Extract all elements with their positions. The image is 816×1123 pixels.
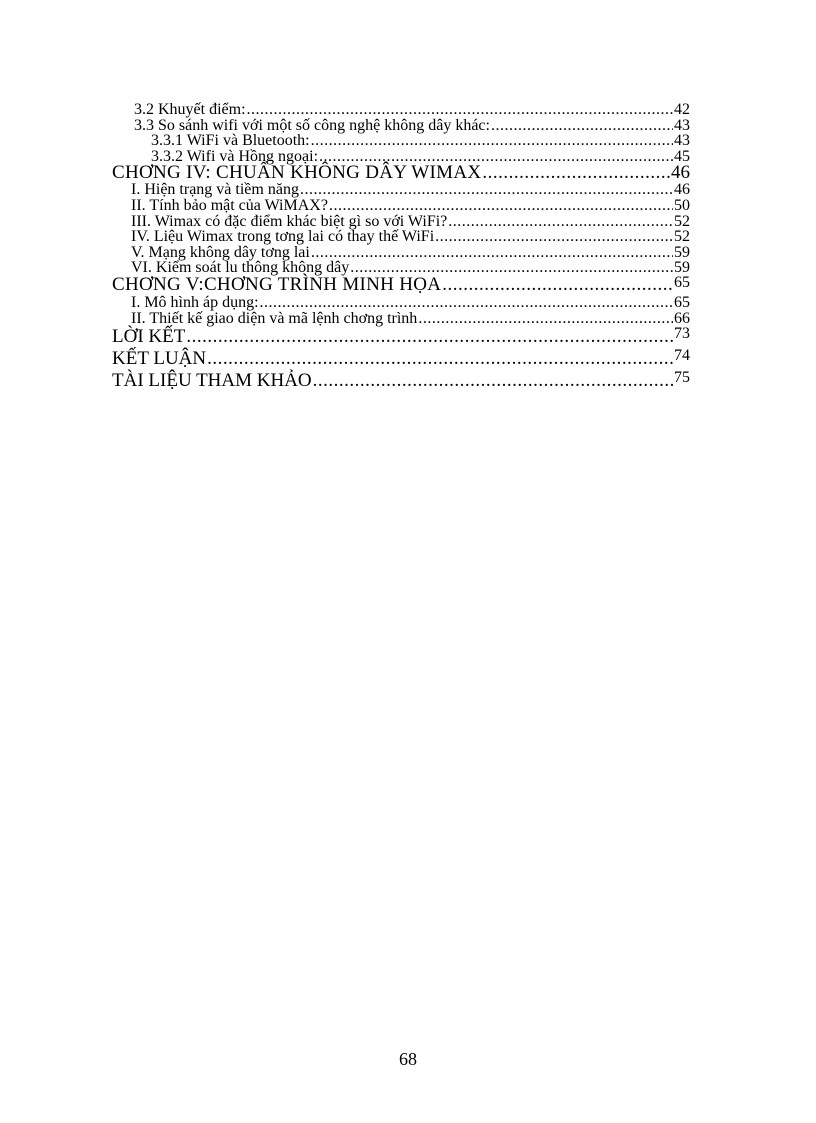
toc-dot-leader bbox=[313, 370, 673, 391]
toc-dot-leader bbox=[448, 214, 673, 230]
toc-entry bbox=[112, 311, 690, 327]
toc-entry-page: 43 bbox=[674, 116, 690, 134]
toc-entry-title: IV. Liệu Wimax trong tơng lai có thay thế WiFi bbox=[131, 228, 435, 246]
toc-entry-page: 42 bbox=[674, 101, 690, 118]
toc-entry-title: 3.2 Khuyết điểm: bbox=[134, 101, 246, 118]
toc-entry bbox=[112, 182, 690, 198]
table-of-contents bbox=[112, 102, 690, 392]
toc-entry-title: V. Mạng không dây tơng lai bbox=[131, 243, 310, 261]
toc-entry-title: KẾT LUẬN bbox=[112, 348, 207, 370]
toc-dot-leader bbox=[491, 118, 673, 134]
toc-entry-title: VI. Kiểm soát lu thông không dây bbox=[131, 259, 350, 277]
toc-entry bbox=[112, 133, 690, 149]
toc-entry-page: 52 bbox=[674, 212, 690, 230]
toc-entry-title: LỜI KẾT bbox=[112, 326, 186, 348]
toc-entry bbox=[112, 326, 690, 348]
toc-dot-leader bbox=[482, 164, 670, 182]
toc-dot-leader bbox=[311, 133, 673, 149]
toc-entry-page: 65 bbox=[674, 273, 690, 291]
toc-entry-page: 46 bbox=[674, 181, 690, 199]
toc-dot-leader bbox=[418, 311, 673, 327]
toc-dot-leader bbox=[442, 276, 673, 294]
toc-entry-page: 59 bbox=[674, 259, 690, 277]
toc-entry-title: 3.3.2 Wifi và Hồng ngoại: bbox=[151, 147, 319, 165]
toc-dot-leader bbox=[207, 348, 673, 369]
toc-entry-page: 45 bbox=[674, 147, 690, 165]
toc-entry-title: I. Hiện trạng và tiềm năng bbox=[131, 181, 299, 199]
toc-entry-page: 65 bbox=[674, 293, 690, 311]
toc-dot-leader bbox=[186, 326, 673, 347]
toc-entry bbox=[112, 245, 690, 261]
toc-dot-leader bbox=[311, 245, 673, 261]
toc-entry-page: 74 bbox=[674, 347, 690, 365]
toc-entry-title: TÀI LIỆU THAM KHẢO bbox=[112, 370, 312, 392]
toc-dot-leader bbox=[247, 102, 673, 118]
toc-entry bbox=[112, 198, 690, 214]
toc-entry bbox=[112, 102, 690, 118]
toc-entry-page: 59 bbox=[674, 243, 690, 261]
toc-entry-title: II. Thiết kế giao diện và mã lệnh chơng trình bbox=[131, 309, 418, 327]
toc-entry-page: 66 bbox=[674, 309, 690, 327]
toc-entry bbox=[112, 273, 690, 295]
toc-dot-leader bbox=[329, 198, 673, 214]
toc-dot-leader bbox=[260, 295, 673, 311]
toc-entry-title: III. Wimax có đặc điểm khác biệt gì so với WiFi? bbox=[131, 212, 448, 230]
toc-entry-page: 75 bbox=[674, 369, 690, 387]
toc-entry bbox=[112, 214, 690, 230]
toc-entry bbox=[112, 348, 690, 370]
toc-entry bbox=[112, 295, 690, 311]
toc-dot-leader bbox=[300, 182, 673, 198]
toc-entry-page: 50 bbox=[674, 196, 690, 214]
toc-dot-leader bbox=[435, 229, 673, 245]
toc-entry bbox=[112, 229, 690, 245]
toc-entry-page: 46 bbox=[671, 162, 690, 184]
toc-entry-title: 3.3 So sánh wifi với một số công nghệ không dây khác: bbox=[134, 116, 490, 134]
toc-entry-title: I. Mô hình áp dụng: bbox=[131, 293, 259, 311]
toc-entry-title: CHƠNG V:CHƠNG TRÌNH MINH HỌA bbox=[112, 273, 442, 295]
page-number: 68 bbox=[399, 1049, 417, 1069]
toc-entry bbox=[112, 164, 690, 182]
toc-entry-page: 73 bbox=[674, 325, 690, 343]
toc-entry-title: II. Tính bảo mật của WiMAX? bbox=[131, 196, 328, 214]
toc-entry-title: 3.3.1 WiFi và Bluetooth: bbox=[151, 132, 310, 150]
toc-entry bbox=[112, 370, 690, 392]
toc-entry-page: 52 bbox=[674, 228, 690, 246]
toc-entry-title: CHƠNG IV: CHUẨN KHÔNG DÂY WIMAX bbox=[112, 162, 482, 184]
toc-entry bbox=[112, 118, 690, 134]
toc-entry-page: 43 bbox=[674, 132, 690, 150]
